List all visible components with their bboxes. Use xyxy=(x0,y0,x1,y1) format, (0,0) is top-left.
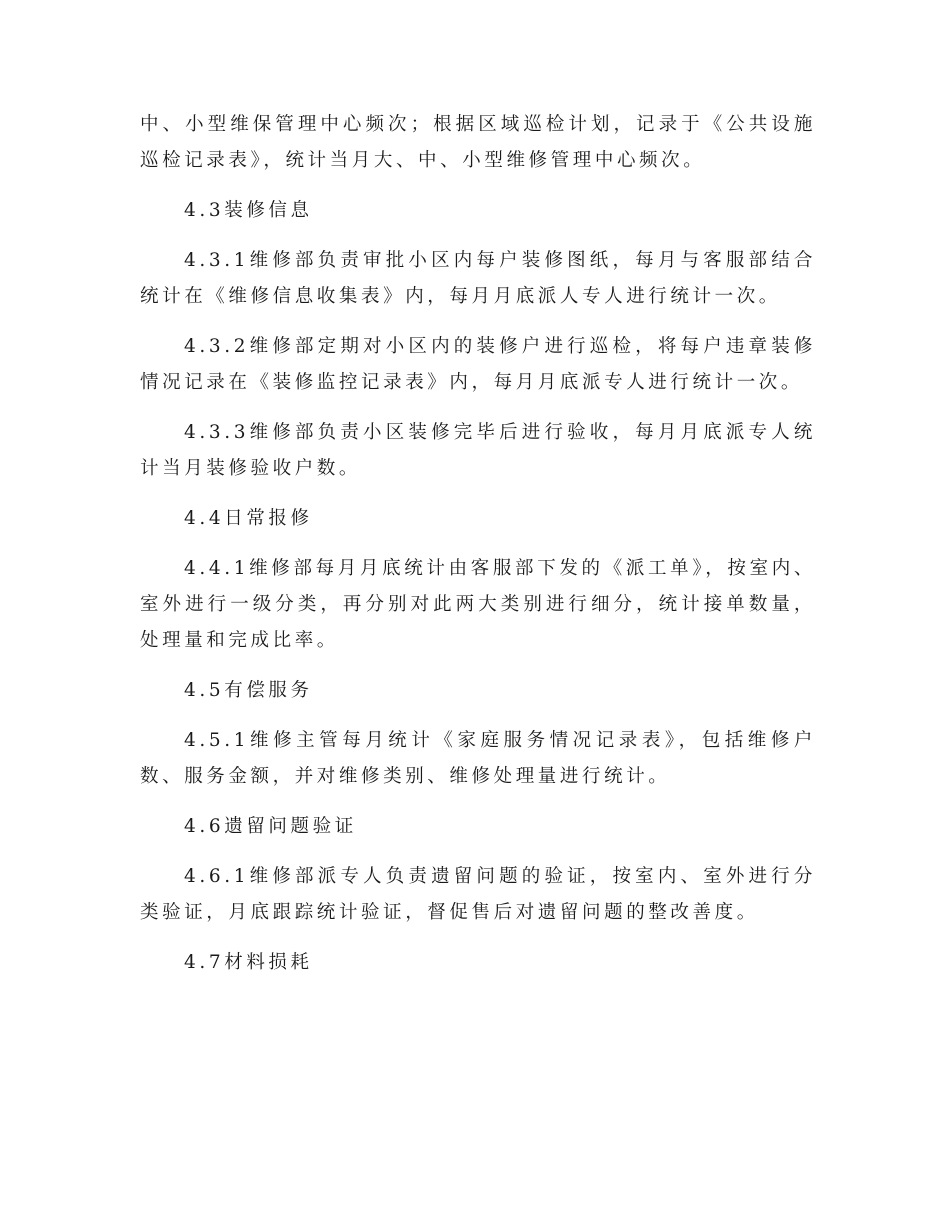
section-heading-4-6: 4.6遗留问题验证 xyxy=(184,816,357,837)
paragraph-4-3-3: 4.3.3维修部负责小区装修完毕后进行验收，每月月底派专人统计当月装修验收户数。 xyxy=(140,422,816,479)
paragraph-4-3-1: 4.3.1维修部负责审批小区内每户装修图纸，每月与客服部结合统计在《维修信息收集表》内，每月月底派人专人进行统计一次。 xyxy=(140,250,816,307)
section-heading-4-3: 4.3装修信息 xyxy=(184,200,313,221)
section-heading-4-5: 4.5有偿服务 xyxy=(184,680,313,701)
paragraph-4-3-2: 4.3.2维修部定期对小区内的装修户进行巡检，将每户违章装修情况记录在《装修监控记录表》内，每月月底派专人进行统计一次。 xyxy=(140,336,816,393)
paragraph-4-6-1: 4.6.1维修部派专人负责遗留问题的验证，按室内、室外进行分类验证，月底跟踪统计验证，督促售后对遗留问题的整改善度。 xyxy=(140,866,816,923)
paragraph-4-4-1: 4.4.1维修部每月月底统计由客服部下发的《派工单》，按室内、室外进行一级分类，再分别对此两大类别进行细分，统计接单数量，处理量和完成比率。 xyxy=(140,558,816,651)
paragraph-continuation: 中、小型维保管理中心频次；根据区域巡检计划，记录于《公共设施巡检记录表》，统计当月大、中、小型维修管理中心频次。 xyxy=(140,114,816,171)
section-heading-4-4: 4.4日常报修 xyxy=(184,508,313,529)
document-body xyxy=(140,107,816,995)
paragraph-4-5-1: 4.5.1维修主管每月统计《家庭服务情况记录表》，包括维修户数、服务金额，并对维修类别、维修处理量进行统计。 xyxy=(140,730,816,787)
section-heading-4-7: 4.7材料损耗 xyxy=(184,952,313,973)
